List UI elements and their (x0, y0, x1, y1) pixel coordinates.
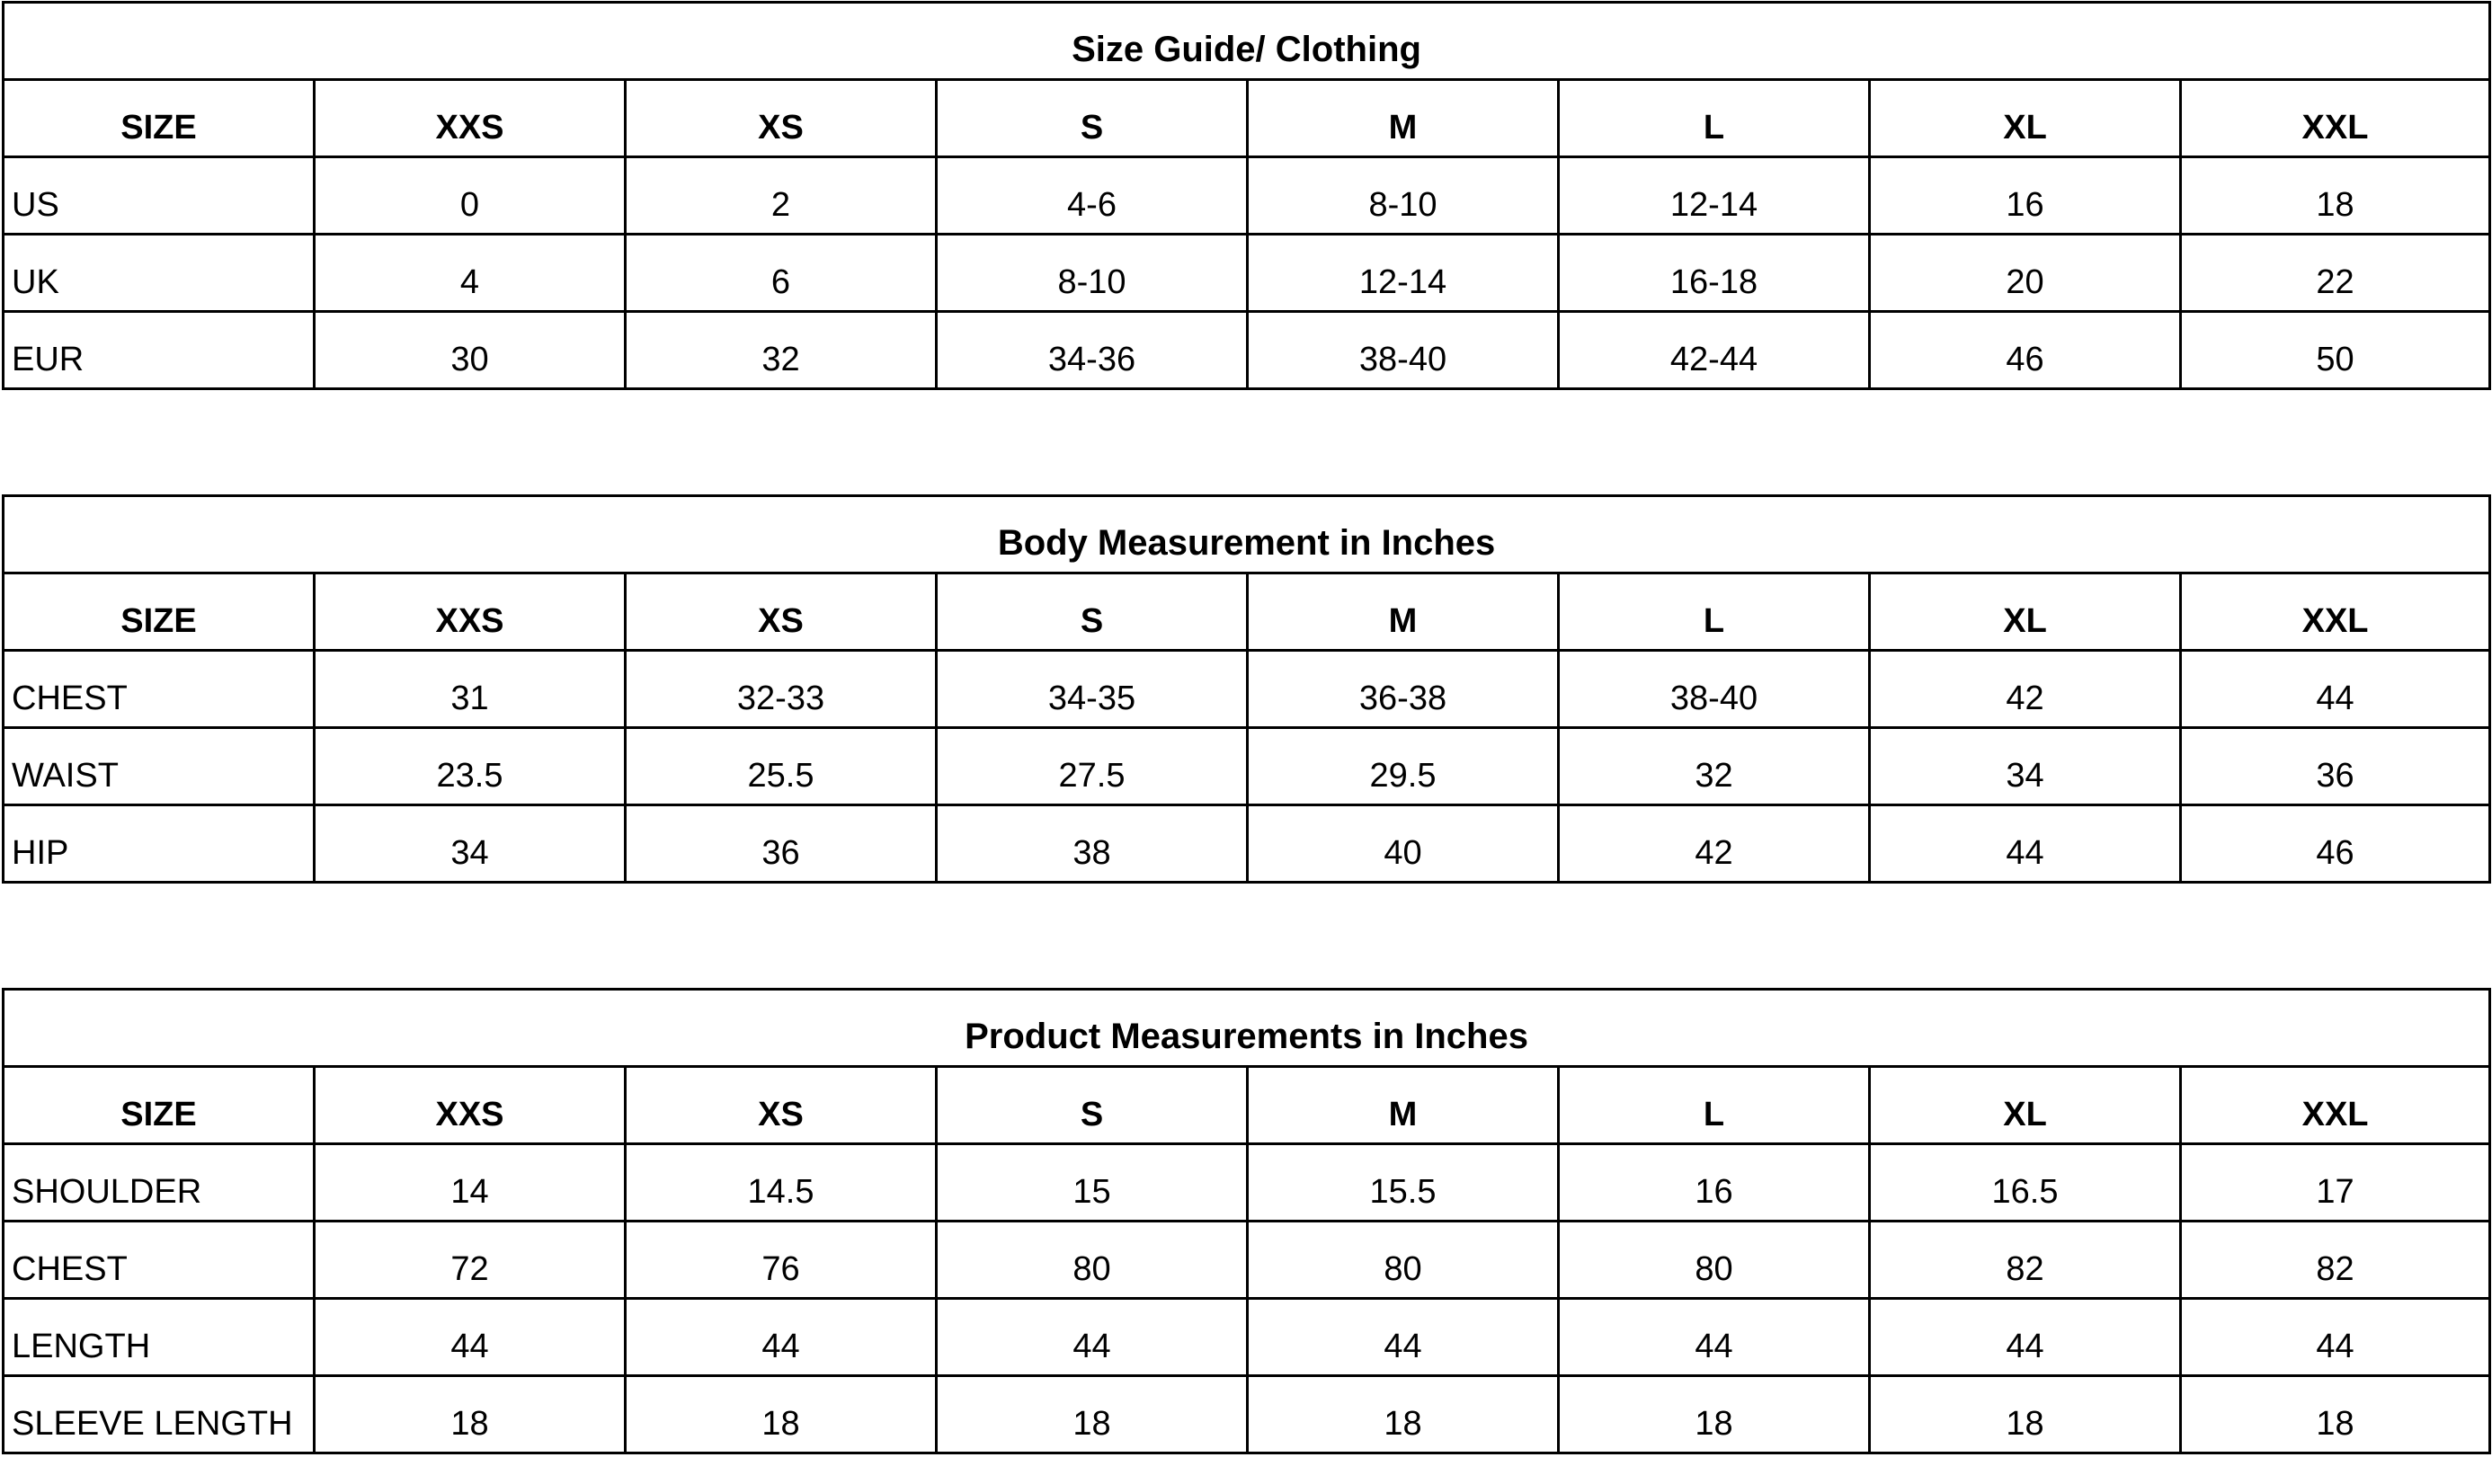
header-cell: XL (1870, 1067, 2181, 1144)
table-row (4, 728, 2490, 805)
table-cell: 29.5 (1248, 728, 1559, 805)
table-title: Body Measurement in Inches (4, 496, 2490, 573)
table-cell: 44 (1559, 1299, 1870, 1376)
row-label: WAIST (4, 728, 315, 805)
table-row (4, 805, 2490, 883)
row-label: SLEEVE LENGTH (4, 1376, 315, 1453)
table-row (4, 1144, 2490, 1222)
table-cell: 16-18 (1559, 235, 1870, 312)
table-cell: 80 (1559, 1222, 1870, 1299)
table-cell: 44 (1870, 1299, 2181, 1376)
table-cell: 14 (315, 1144, 626, 1222)
table-row (4, 235, 2490, 312)
table-cell: 72 (315, 1222, 626, 1299)
table-cell: 42 (1559, 805, 1870, 883)
header-cell: SIZE (4, 573, 315, 651)
table-cell: 34-35 (937, 651, 1248, 728)
row-label: EUR (4, 312, 315, 389)
header-cell: S (937, 573, 1248, 651)
row-label: US (4, 157, 315, 235)
table-cell: 80 (937, 1222, 1248, 1299)
table-cell: 8-10 (1248, 157, 1559, 235)
size-guide-table (2, 1, 2491, 390)
table-cell: 17 (2181, 1144, 2490, 1222)
table-cell: 18 (315, 1376, 626, 1453)
header-cell: XS (626, 1067, 937, 1144)
table-cell: 34 (315, 805, 626, 883)
table-cell: 38-40 (1248, 312, 1559, 389)
table-cell: 44 (1870, 805, 2181, 883)
header-cell: L (1559, 573, 1870, 651)
product-measurements-table (2, 988, 2491, 1454)
table-cell: 16 (1559, 1144, 1870, 1222)
header-cell: XXS (315, 80, 626, 157)
table-cell: 38 (937, 805, 1248, 883)
table-cell: 16 (1870, 157, 2181, 235)
table-cell: 16.5 (1870, 1144, 2181, 1222)
table-cell: 15.5 (1248, 1144, 1559, 1222)
table-cell: 44 (626, 1299, 937, 1376)
table-cell: 32-33 (626, 651, 937, 728)
table-cell: 18 (1559, 1376, 1870, 1453)
table-row (4, 312, 2490, 389)
table-cell: 32 (1559, 728, 1870, 805)
table-cell: 27.5 (937, 728, 1248, 805)
row-label: UK (4, 235, 315, 312)
header-cell: M (1248, 1067, 1559, 1144)
table-cell: 18 (2181, 1376, 2490, 1453)
table-cell: 30 (315, 312, 626, 389)
table-cell: 36-38 (1248, 651, 1559, 728)
table-cell: 50 (2181, 312, 2490, 389)
table-row (4, 651, 2490, 728)
table-cell: 82 (2181, 1222, 2490, 1299)
table-cell: 34-36 (937, 312, 1248, 389)
table-header-row (4, 80, 2490, 157)
table-cell: 2 (626, 157, 937, 235)
table-cell: 82 (1870, 1222, 2181, 1299)
header-cell: XL (1870, 80, 2181, 157)
table-cell: 32 (626, 312, 937, 389)
table-title: Size Guide/ Clothing (4, 3, 2490, 80)
table-cell: 40 (1248, 805, 1559, 883)
table-title-row (4, 990, 2490, 1067)
header-cell: M (1248, 573, 1559, 651)
table-cell: 18 (1870, 1376, 2181, 1453)
header-cell: XXS (315, 573, 626, 651)
row-label: SHOULDER (4, 1144, 315, 1222)
header-cell: XXL (2181, 80, 2490, 157)
table-cell: 8-10 (937, 235, 1248, 312)
header-cell: XXL (2181, 1067, 2490, 1144)
table-cell: 36 (2181, 728, 2490, 805)
row-label: CHEST (4, 1222, 315, 1299)
table-cell: 14.5 (626, 1144, 937, 1222)
table-cell: 80 (1248, 1222, 1559, 1299)
table-header-row (4, 1067, 2490, 1144)
table-cell: 25.5 (626, 728, 937, 805)
table-cell: 76 (626, 1222, 937, 1299)
header-cell: XS (626, 573, 937, 651)
table-cell: 42-44 (1559, 312, 1870, 389)
table-cell: 44 (2181, 1299, 2490, 1376)
table-cell: 18 (937, 1376, 1248, 1453)
header-cell: XL (1870, 573, 2181, 651)
table-cell: 12-14 (1248, 235, 1559, 312)
table-cell: 42 (1870, 651, 2181, 728)
table-cell: 20 (1870, 235, 2181, 312)
table-cell: 46 (1870, 312, 2181, 389)
table-cell: 31 (315, 651, 626, 728)
table-cell: 44 (1248, 1299, 1559, 1376)
header-cell: L (1559, 1067, 1870, 1144)
table-cell: 36 (626, 805, 937, 883)
table-title-row (4, 496, 2490, 573)
table-cell: 18 (626, 1376, 937, 1453)
table-row (4, 1222, 2490, 1299)
header-cell: XXL (2181, 573, 2490, 651)
table-cell: 15 (937, 1144, 1248, 1222)
body-measurement-table (2, 494, 2491, 884)
table-cell: 23.5 (315, 728, 626, 805)
table-cell: 0 (315, 157, 626, 235)
header-cell: S (937, 80, 1248, 157)
table-cell: 38-40 (1559, 651, 1870, 728)
header-cell: L (1559, 80, 1870, 157)
table-title: Product Measurements in Inches (4, 990, 2490, 1067)
table-cell: 6 (626, 235, 937, 312)
table-row (4, 1299, 2490, 1376)
table-cell: 44 (315, 1299, 626, 1376)
header-cell: SIZE (4, 80, 315, 157)
table-row (4, 1376, 2490, 1453)
table-cell: 44 (937, 1299, 1248, 1376)
table-cell: 46 (2181, 805, 2490, 883)
table-cell: 18 (2181, 157, 2490, 235)
table-row (4, 157, 2490, 235)
header-cell: XS (626, 80, 937, 157)
header-cell: SIZE (4, 1067, 315, 1144)
row-label: CHEST (4, 651, 315, 728)
row-label: HIP (4, 805, 315, 883)
table-cell: 34 (1870, 728, 2181, 805)
header-cell: S (937, 1067, 1248, 1144)
table-header-row (4, 573, 2490, 651)
table-title-row (4, 3, 2490, 80)
row-label: LENGTH (4, 1299, 315, 1376)
header-cell: XXS (315, 1067, 626, 1144)
table-cell: 12-14 (1559, 157, 1870, 235)
table-cell: 22 (2181, 235, 2490, 312)
table-cell: 4 (315, 235, 626, 312)
table-cell: 4-6 (937, 157, 1248, 235)
header-cell: M (1248, 80, 1559, 157)
table-cell: 18 (1248, 1376, 1559, 1453)
table-cell: 44 (2181, 651, 2490, 728)
